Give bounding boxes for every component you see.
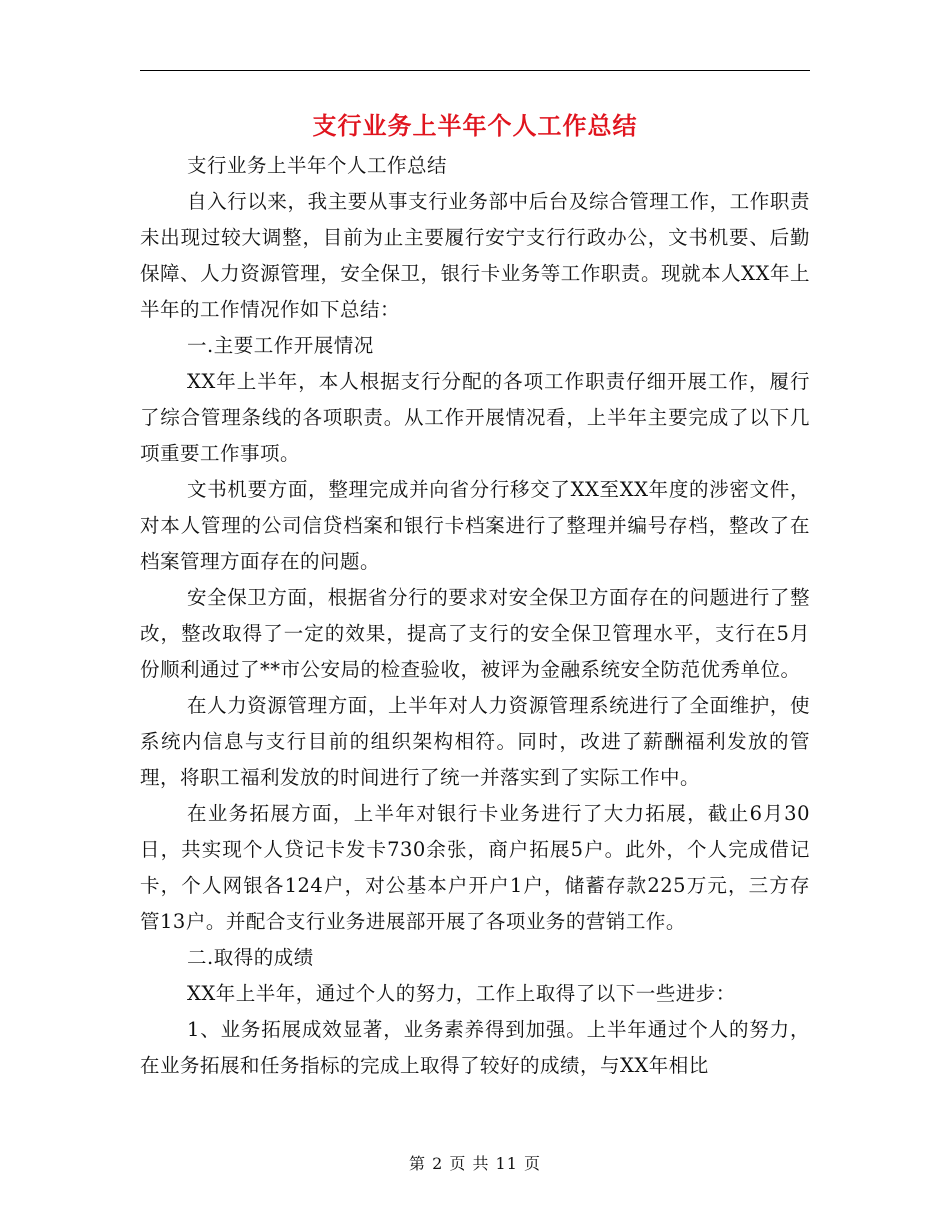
section-heading: 一.主要工作开展情况 [187, 334, 374, 357]
body-paragraph: 支行业务上半年个人工作总结 [187, 154, 448, 177]
body-paragraph: 在业务拓展方面，上半年对银行卡业务进行了大力拓展，截止6月30日，共实现个人贷记卡发卡730余张，商户拓展5户。此外，个人完成借记卡，个人网银各124户，对公基本户开户1户，储蓄存款225万元，三方存管13户。并配合支行业务进展部开展了各项业务的营销工作。 [140, 802, 810, 933]
document-body [140, 148, 810, 1084]
page-label-mid: 页 共 [449, 1154, 490, 1173]
document-title: 支行业务上半年个人工作总结 [312, 111, 638, 140]
page-label-prefix: 第 [408, 1154, 426, 1173]
total-pages-number: 11 [495, 1154, 518, 1173]
header-rule [140, 70, 810, 71]
body-paragraph: XX年上半年，本人根据支行分配的各项工作职责仔细开展工作，履行了综合管理条线的各项职责。从工作开展情况看，上半年主要完成了以下几项重要工作事项。 [140, 370, 810, 465]
body-paragraph: 自入行以来，我主要从事支行业务部中后台及综合管理工作，工作职责未出现过较大调整，目前为止主要履行安宁支行行政办公，文书机要、后勤保障、人力资源管理，安全保卫，银行卡业务等工作职责。现就本人XX年上半年的工作情况作如下总结： [140, 190, 810, 321]
body-paragraph: 1、业务拓展成效显著，业务素养得到加强。上半年通过个人的努力，在业务拓展和任务指标的完成上取得了较好的成绩，与XX年相比 [140, 1018, 810, 1077]
body-paragraph: 在人力资源管理方面，上半年对人力资源管理系统进行了全面维护，使系统内信息与支行目前的组织架构相符。同时，改进了薪酬福利发放的管理，将职工福利发放的时间进行了统一并落实到了实际工作中。 [140, 694, 810, 789]
section-heading: 二.取得的成绩 [187, 946, 314, 969]
page-footer [0, 1152, 950, 1176]
body-paragraph: XX年上半年，通过个人的努力，工作上取得了以下一些进步： [187, 982, 736, 1005]
body-paragraph: 安全保卫方面，根据省分行的要求对安全保卫方面存在的问题进行了整改，整改取得了一定的效果，提高了支行的安全保卫管理水平，支行在5月份顺利通过了**市公安局的检查验收，被评为金融系统安全防范优秀单位。 [140, 586, 810, 681]
body-paragraph: 文书机要方面，整理完成并向省分行移交了XX至XX年度的涉密文件，对本人管理的公司信贷档案和银行卡档案进行了整理并编号存档，整改了在档案管理方面存在的问题。 [140, 478, 810, 573]
page-label-suffix: 页 [524, 1154, 542, 1173]
current-page-number: 2 [432, 1154, 444, 1173]
